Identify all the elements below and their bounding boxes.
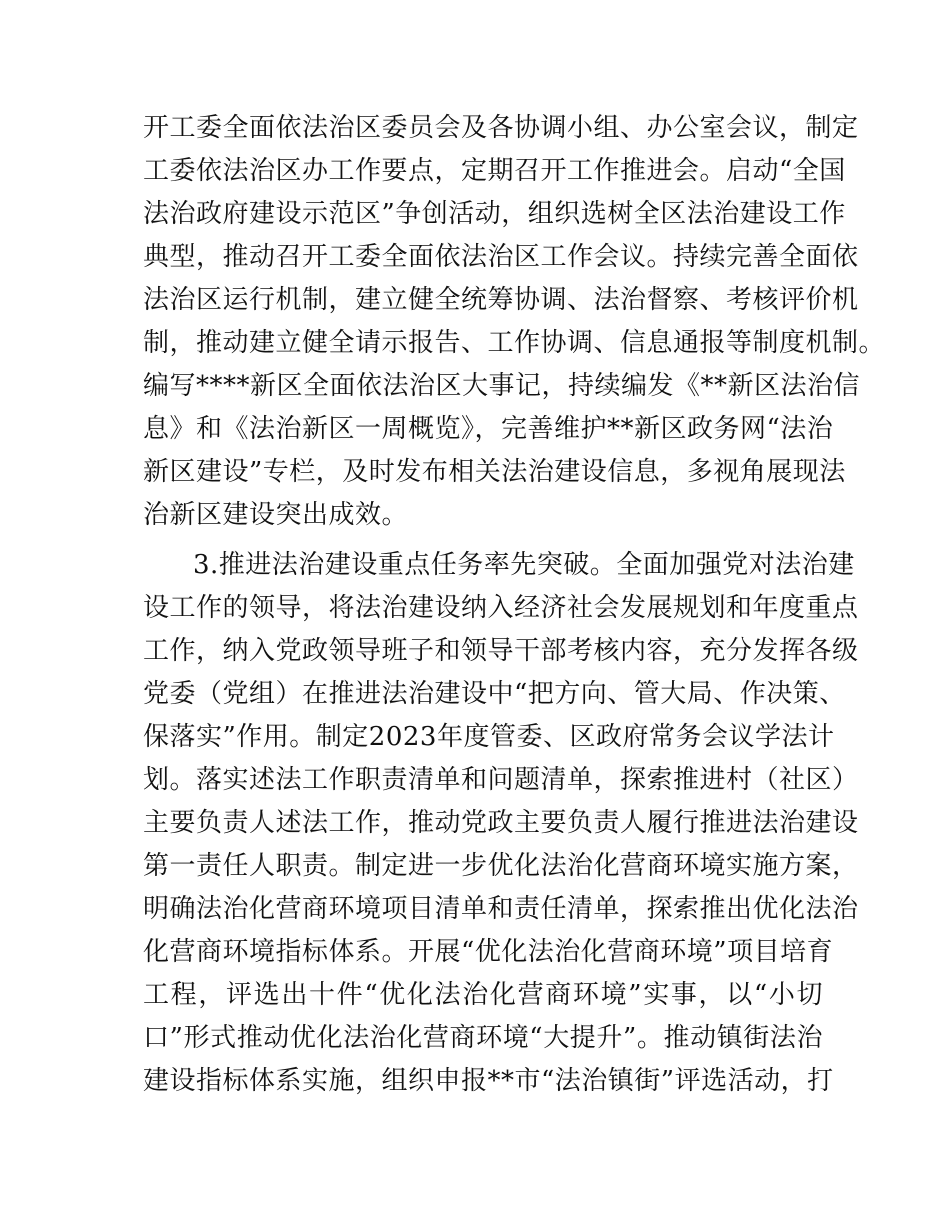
- text-line: 主要负责人述法工作，推动党政主要负责人履行推进法治建设: [143, 808, 859, 838]
- text-line: 编写****新区全面依法治区大事记，持续编发《**新区法治信: [143, 371, 861, 401]
- text-line: 工作，纳入党政领导班子和领导干部考核内容，充分发挥各级: [143, 636, 859, 666]
- text-line: 新区建设”专栏，及时发布相关法治建设信息，多视角展现法: [143, 457, 846, 487]
- text-line: 工程，评选出十件“优化法治化营商环境”实事，以“小切: [143, 980, 823, 1010]
- text-line: 设工作的领导，将法治建设纳入经济社会发展规划和年度重点: [143, 593, 859, 623]
- text-line: 第一责任人职责。制定进一步优化法治化营商环境实施方案，: [143, 851, 859, 881]
- text-line: 工委依法治区办工作要点，定期召开工作推进会。启动“全国: [143, 156, 846, 186]
- text-line: 建设指标体系实施，组织申报**市“法治镇街”评选活动，打: [143, 1066, 834, 1096]
- text-line: 保落实”作用。制定2023年度管委、区政府常务会议学法计: [143, 722, 835, 752]
- text-line: 化营商环境指标体系。开展“优化法治化营商环境”项目培育: [143, 937, 834, 967]
- text-line: 开工委全面依法治区委员会及各协调小组、办公室会议，制定: [143, 113, 859, 143]
- text-line: 法治政府建设示范区”争创活动，组织选树全区法治建设工作: [143, 199, 846, 229]
- text-line: 党委（党组）在推进法治建设中“把方向、管大局、作决策、: [143, 679, 846, 709]
- text-line: 口”形式推动优化法治化营商环境“大提升”。推动镇街法治: [143, 1023, 823, 1053]
- text-line: 治新区建设突出成效。: [143, 500, 409, 530]
- text-line: 划。落实述法工作职责清单和问题清单，探索推进村（社区）: [143, 765, 859, 795]
- text-line: 法治区运行机制，建立健全统筹协调、法治督察、考核评价机: [143, 285, 859, 315]
- text-line: 典型，推动召开工委全面依法治区工作会议。持续完善全面依: [143, 242, 859, 272]
- text-line: 明确法治化营商环境项目清单和责任清单，探索推出优化法治: [143, 894, 859, 924]
- text-line: 制，推动建立健全请示报告、工作协调、信息通报等制度机制。: [143, 328, 886, 358]
- text-line: 息》和《法治新区一周概览》，完善维护**新区政务网“法治: [143, 414, 834, 444]
- text-line: 3.推进法治建设重点任务率先突破。全面加强党对法治建: [193, 550, 855, 580]
